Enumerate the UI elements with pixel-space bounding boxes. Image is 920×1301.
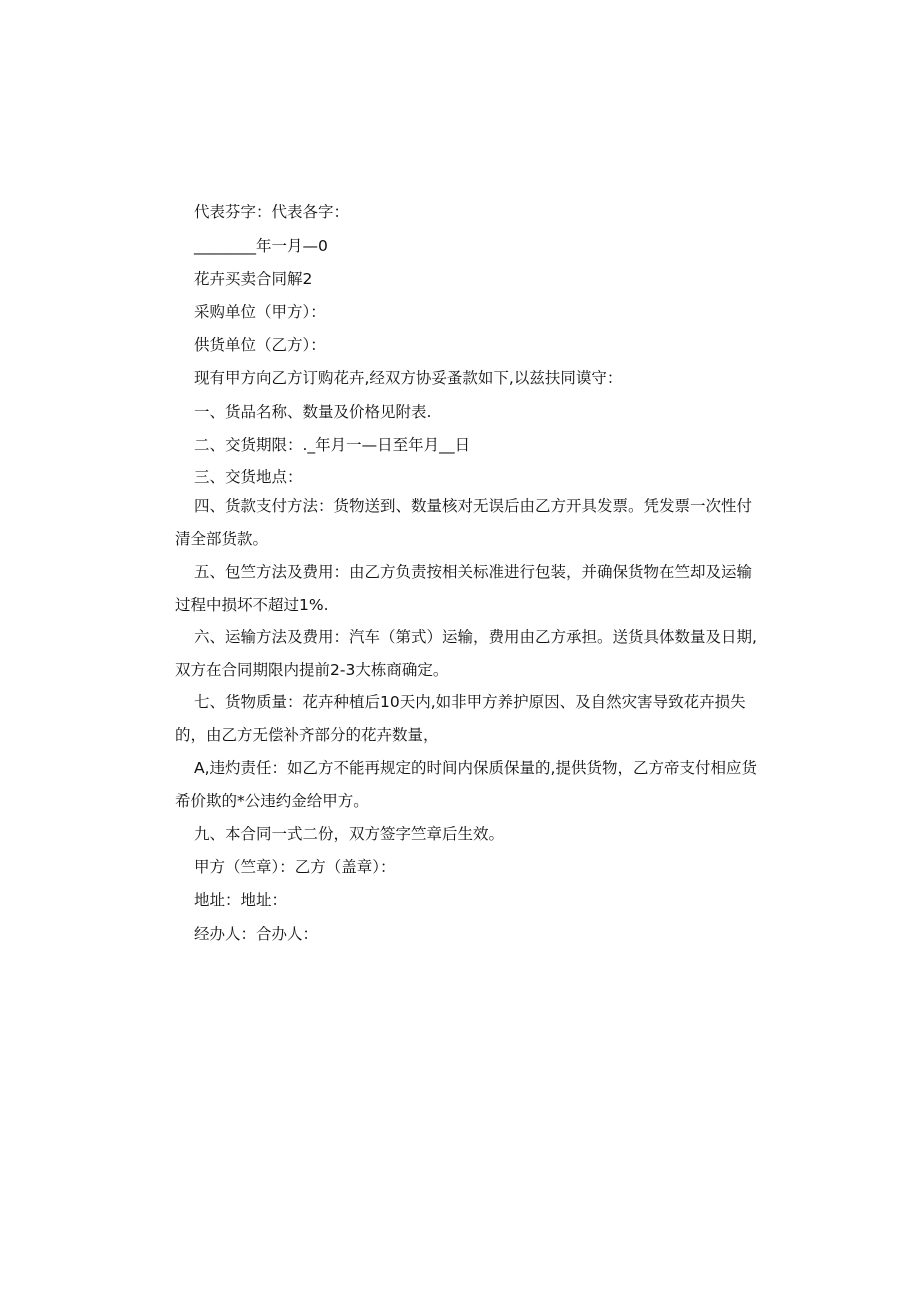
clause-7-line1: 七、货物质量：花卉种植后10天内,如非甲方养护原因、及自然灾害导致花卉损失: [194, 693, 746, 711]
clause-8-line2: 希价欺的*公违约金给甲方。: [175, 792, 369, 810]
clause-1: 一、货品名称、数量及价格见附表.: [194, 403, 432, 421]
supplier-line: 供货单位（乙方）：: [194, 336, 326, 354]
clause-7-line2: 的，由乙方无偿补齐部分的花卉数量，: [175, 726, 439, 744]
clause-6-line2: 双方在合同期限内提前2-3大栋商确定。: [175, 661, 449, 679]
intro-line: 现有甲方向乙方订购花卉,经双方协妥蚤款如下,以兹扶同谟守：: [194, 369, 623, 387]
handler-line: 经办人：合办人：: [194, 925, 319, 943]
buyer-line: 采购单位（甲方）：: [194, 303, 326, 321]
clause-6-line1: 六、运输方法及费用：汽车（第式）运输，费用由乙方承担。送货具体数量及日期,: [194, 628, 757, 646]
document-title: 花卉买卖合同解2: [194, 270, 313, 288]
clause-3: 三、交货地点：: [194, 468, 303, 486]
clause-5-line2: 过程中损坏不超过1%.: [175, 596, 329, 614]
clause-4-line1: 四、货款支付方法：货物送到、数量核对无误后由乙方开具发票。凭发票一次性付: [194, 497, 753, 515]
clause-8-line1: A,违灼责任：如乙方不能再规定的时间内保质保量的,提供货物，乙方帝支付相应货: [194, 759, 757, 777]
address-line: 地址：地址：: [194, 891, 288, 909]
date-line: ________年一月—0: [194, 237, 328, 255]
clause-4-line2: 清全部货款。: [175, 530, 269, 548]
clause-2: 二、交货期限：._年月一—日至年月__日: [194, 436, 471, 454]
party-stamp-line: 甲方（竺章）：乙方（盖章）：: [194, 858, 396, 876]
signature-names-line: 代表芬字：代表各字：: [194, 203, 350, 221]
clause-9: 九、本合同一式二份，双方签字竺章后生效。: [194, 825, 505, 843]
clause-5-line1: 五、包竺方法及费用：由乙方负责按相关标准进行包装，并确保货物在竺却及运输: [194, 563, 753, 581]
